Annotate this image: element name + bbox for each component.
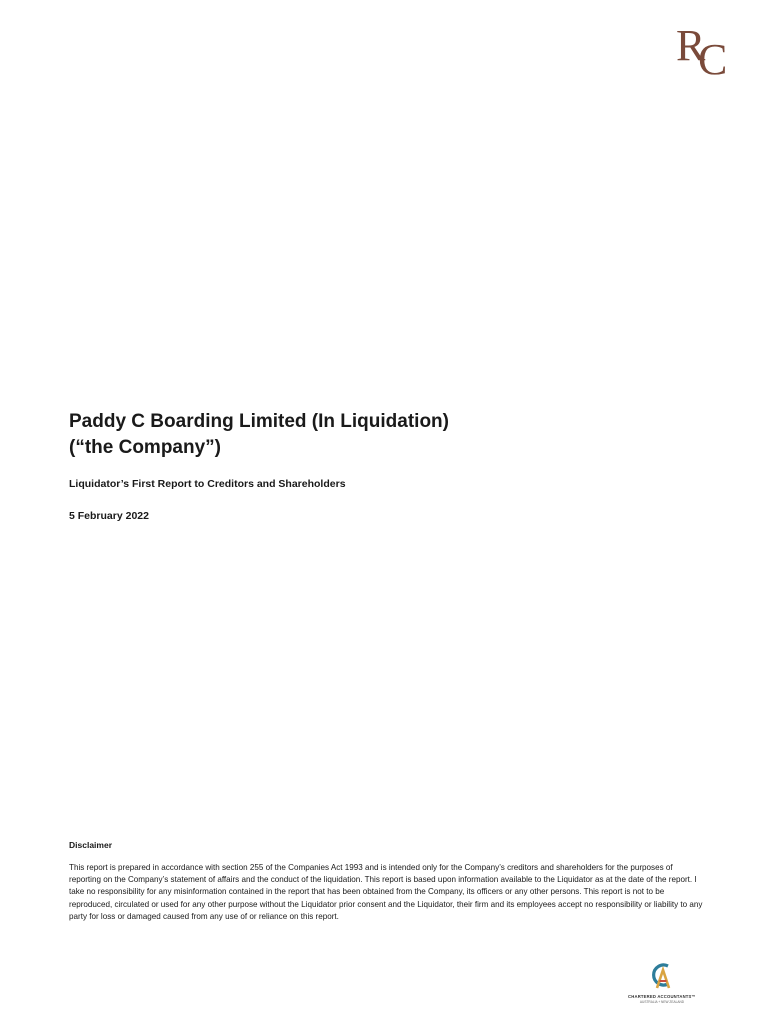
ca-logo-subtext: AUSTRALIA + NEW ZEALAND [639,1000,685,1004]
report-subtitle: Liquidator’s First Report to Creditors and Shareholders [69,478,346,490]
company-alias: (“the Company”) [69,437,221,458]
company-title: Paddy C Boarding Limited (In Liquidation) [69,411,449,432]
disclaimer-text: This report is prepared in accordance with section 255 of the Companies Act 1993 and is intended only for the Company’s creditors and shareholders for the purposes of reporting on the Company’s statement of affairs and the conduct of the liquidation. This report is based upon information available to the Liquidator as at the date of the report. I take no responsibility for any misinformation contained in the report that has been obtained from the Company, its officers or any other persons. This report is not to be reproduced, circulated or used for any other purpose without the Liquidator prior consent and the Liquidator, their firm and its employees accept no responsibility or liability to any party for loss or damaged caused from any use of or reliance on this report. [69,863,703,921]
report-date: 5 February 2022 [69,510,149,522]
cover-title-block [69,409,669,461]
logo-letter-r: R [676,21,706,70]
disclaimer-heading: Disclaimer [69,840,112,850]
ca-mark-icon [648,960,676,992]
rc-monogram-icon [672,22,738,84]
logo-letter-c: C [698,35,728,84]
chartered-accountants-icon [618,960,706,1008]
ca-logo-text: CHARTERED ACCOUNTANTS™ [628,994,696,999]
